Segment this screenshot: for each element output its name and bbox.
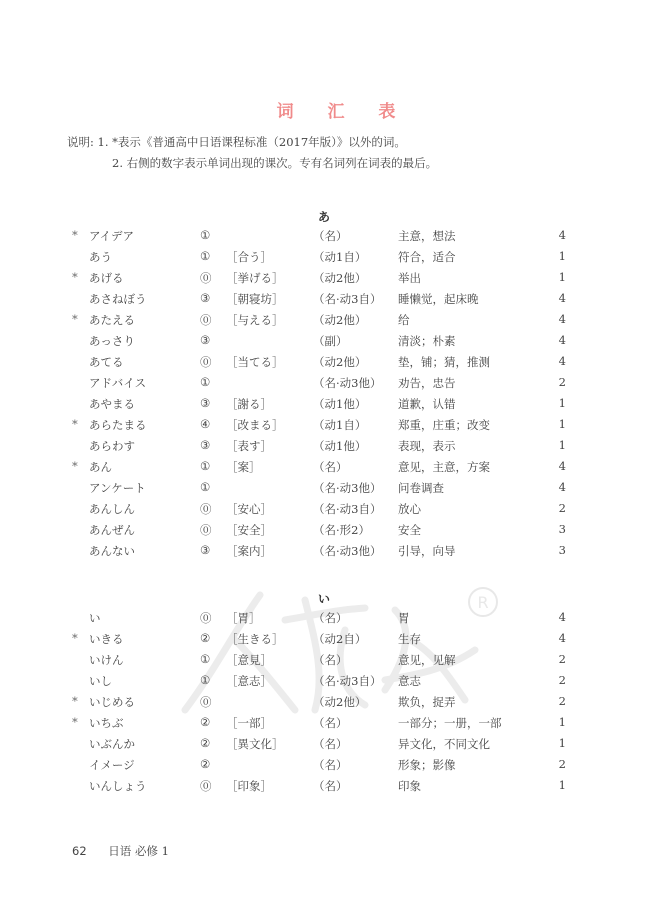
meaning: 郑重，庄重；改变 xyxy=(398,418,490,432)
lesson-number: 1 xyxy=(558,417,566,431)
part-of-speech: （动1自） xyxy=(313,418,367,432)
part-of-speech: （动2他） xyxy=(313,313,367,327)
star-marker: * xyxy=(72,312,78,326)
word-reading: あらたまる xyxy=(89,418,147,432)
vocab-row xyxy=(0,435,658,456)
part-of-speech: （名·动3他） xyxy=(313,376,382,390)
meaning: 引导，向导 xyxy=(398,544,456,558)
lesson-number: 2 xyxy=(558,757,566,771)
part-of-speech: （动2他） xyxy=(313,695,367,709)
page-footer xyxy=(72,843,169,859)
vocab-row xyxy=(0,607,658,628)
star-marker: * xyxy=(72,459,78,473)
word-reading: あやまる xyxy=(89,397,135,411)
word-reading: あんぜん xyxy=(89,523,135,537)
part-of-speech: （动1自） xyxy=(313,250,367,264)
vocab-row xyxy=(0,498,658,519)
lesson-number: 4 xyxy=(558,610,566,624)
notes xyxy=(67,132,437,174)
kanji-form: ［与える］ xyxy=(226,313,284,327)
meaning: 印象 xyxy=(398,779,421,793)
part-of-speech: （名·动3他） xyxy=(313,481,382,495)
lesson-number: 2 xyxy=(558,652,566,666)
vocab-row xyxy=(0,225,658,246)
part-of-speech: （名·动3自） xyxy=(313,674,382,688)
part-of-speech: （动2他） xyxy=(313,271,367,285)
vocab-row xyxy=(0,309,658,330)
lesson-number: 4 xyxy=(558,459,566,473)
accent-mark: ① xyxy=(200,459,211,473)
accent-mark: ① xyxy=(200,249,211,263)
vocab-row xyxy=(0,288,658,309)
meaning: 道歉，认错 xyxy=(398,397,456,411)
part-of-speech: （副） xyxy=(313,334,348,348)
kanji-form: ［挙げる］ xyxy=(226,271,284,285)
vocab-row xyxy=(0,456,658,477)
vocab-list-a xyxy=(0,225,658,561)
meaning: 举出 xyxy=(398,271,421,285)
lesson-number: 2 xyxy=(558,673,566,687)
lesson-number: 4 xyxy=(558,291,566,305)
kanji-form: ［意見］ xyxy=(226,653,272,667)
accent-mark: ⓪ xyxy=(200,313,212,327)
word-reading: いんしょう xyxy=(89,779,147,793)
word-reading: アドバイス xyxy=(89,376,147,390)
word-reading: いけん xyxy=(89,653,124,667)
word-reading: あんしん xyxy=(89,502,135,516)
kanji-form: ［改まる］ xyxy=(226,418,284,432)
accent-mark: ① xyxy=(200,652,211,666)
part-of-speech: （名·动3自） xyxy=(313,292,382,306)
word-reading: あん xyxy=(89,460,112,474)
kanji-form: ［安心］ xyxy=(226,502,272,516)
accent-mark: ② xyxy=(200,715,211,729)
kanji-form: ［意志］ xyxy=(226,674,272,688)
accent-mark: ① xyxy=(200,375,211,389)
part-of-speech: （动2他） xyxy=(313,355,367,369)
star-marker: * xyxy=(72,228,78,242)
meaning: 形象；影像 xyxy=(398,758,456,772)
kanji-form: ［当てる］ xyxy=(226,355,284,369)
kanji-form: ［表す］ xyxy=(226,439,272,453)
accent-mark: ④ xyxy=(200,417,211,431)
book-title: 日语 必修 1 xyxy=(108,844,169,858)
accent-mark: ① xyxy=(200,673,211,687)
word-reading: あさねぼう xyxy=(89,292,147,306)
kanji-form: ［朝寝坊］ xyxy=(226,292,284,306)
vocab-row xyxy=(0,754,658,775)
vocab-row xyxy=(0,477,658,498)
vocab-row xyxy=(0,330,658,351)
section-heading-i: い xyxy=(318,592,331,606)
kanji-form: ［胃］ xyxy=(226,611,261,625)
kanji-form: ［案内］ xyxy=(226,544,272,558)
accent-mark: ③ xyxy=(200,291,211,305)
meaning: 意见，见解 xyxy=(398,653,456,667)
word-reading: あらわす xyxy=(89,439,135,453)
lesson-number: 4 xyxy=(558,480,566,494)
vocab-row xyxy=(0,649,658,670)
part-of-speech: （名） xyxy=(313,737,348,751)
accent-mark: ① xyxy=(200,228,211,242)
kanji-form: ［安全］ xyxy=(226,523,272,537)
accent-mark: ⓪ xyxy=(200,611,212,625)
accent-mark: ③ xyxy=(200,396,211,410)
lesson-number: 2 xyxy=(558,375,566,389)
lesson-number: 2 xyxy=(558,694,566,708)
part-of-speech: （动1他） xyxy=(313,397,367,411)
word-reading: あてる xyxy=(89,355,124,369)
word-reading: いちぶ xyxy=(89,716,124,730)
accent-mark: ⓪ xyxy=(200,779,212,793)
word-reading: あたえる xyxy=(89,313,135,327)
part-of-speech: （名） xyxy=(313,716,348,730)
lesson-number: 4 xyxy=(558,228,566,242)
lesson-number: 4 xyxy=(558,354,566,368)
meaning: 放心 xyxy=(398,502,421,516)
part-of-speech: （名） xyxy=(313,653,348,667)
word-reading: あっさり xyxy=(89,334,135,348)
accent-mark: ⓪ xyxy=(200,502,212,516)
accent-mark: ⓪ xyxy=(200,523,212,537)
meaning: 符合，适合 xyxy=(398,250,456,264)
kanji-form: ［印象］ xyxy=(226,779,272,793)
meaning: 给 xyxy=(398,313,410,327)
meaning: 垫，铺；猜，推测 xyxy=(398,355,490,369)
lesson-number: 1 xyxy=(558,736,566,750)
meaning: 生存 xyxy=(398,632,421,646)
lesson-number: 3 xyxy=(558,522,566,536)
kanji-form: ［異文化］ xyxy=(226,737,284,751)
lesson-number: 1 xyxy=(558,270,566,284)
svg-text:R: R xyxy=(477,593,489,612)
kanji-form: ［謝る］ xyxy=(226,397,272,411)
vocab-list-i xyxy=(0,607,658,796)
note-line-2: 2. 右侧的数字表示单词出现的课次。专有名词列在词表的最后。 xyxy=(112,156,438,170)
vocab-row xyxy=(0,775,658,796)
accent-mark: ① xyxy=(200,480,211,494)
vocab-row xyxy=(0,414,658,435)
meaning: 意志 xyxy=(398,674,421,688)
accent-mark: ② xyxy=(200,736,211,750)
vocab-row xyxy=(0,691,658,712)
accent-mark: ③ xyxy=(200,438,211,452)
meaning: 意见，主意，方案 xyxy=(398,460,490,474)
star-marker: * xyxy=(72,715,78,729)
star-marker: * xyxy=(72,694,78,708)
meaning: 清淡；朴素 xyxy=(398,334,456,348)
accent-mark: ③ xyxy=(200,333,211,347)
meaning: 主意，想法 xyxy=(398,229,456,243)
vocab-row xyxy=(0,351,658,372)
lesson-number: 1 xyxy=(558,396,566,410)
word-reading: いきる xyxy=(89,632,124,646)
vocab-row xyxy=(0,519,658,540)
vocab-row xyxy=(0,540,658,561)
page-title: 词 汇 表 xyxy=(276,102,410,122)
lesson-number: 2 xyxy=(558,501,566,515)
meaning: 安全 xyxy=(398,523,421,537)
lesson-number: 4 xyxy=(558,631,566,645)
star-marker: * xyxy=(72,417,78,431)
vocab-row xyxy=(0,372,658,393)
vocab-row xyxy=(0,393,658,414)
part-of-speech: （名·动3自） xyxy=(313,502,382,516)
part-of-speech: （动2自） xyxy=(313,632,367,646)
accent-mark: ② xyxy=(200,631,211,645)
word-reading: い xyxy=(89,611,101,625)
accent-mark: ③ xyxy=(200,543,211,557)
meaning: 欺负，捉弄 xyxy=(398,695,456,709)
vocab-row xyxy=(0,267,658,288)
part-of-speech: （名） xyxy=(313,229,348,243)
meaning: 异文化，不同文化 xyxy=(398,737,490,751)
lesson-number: 3 xyxy=(558,543,566,557)
word-reading: いじめる xyxy=(89,695,135,709)
part-of-speech: （名） xyxy=(313,611,348,625)
meaning: 一部分；一册，一部 xyxy=(398,716,502,730)
lesson-number: 4 xyxy=(558,333,566,347)
lesson-number: 1 xyxy=(558,249,566,263)
lesson-number: 1 xyxy=(558,778,566,792)
star-marker: * xyxy=(72,270,78,284)
meaning: 胃 xyxy=(398,611,410,625)
part-of-speech: （名） xyxy=(313,460,348,474)
accent-mark: ② xyxy=(200,757,211,771)
lesson-number: 1 xyxy=(558,715,566,729)
vocab-row xyxy=(0,246,658,267)
kanji-form: ［案］ xyxy=(226,460,261,474)
meaning: 睡懒觉，起床晚 xyxy=(398,292,479,306)
meaning: 问卷调查 xyxy=(398,481,444,495)
meaning: 劝告，忠告 xyxy=(398,376,456,390)
word-reading: いし xyxy=(89,674,112,688)
part-of-speech: （名） xyxy=(313,779,348,793)
lesson-number: 1 xyxy=(558,438,566,452)
section-heading-a: あ xyxy=(318,210,331,224)
word-reading: あげる xyxy=(89,271,124,285)
accent-mark: ⓪ xyxy=(200,271,212,285)
accent-mark: ⓪ xyxy=(200,695,212,709)
word-reading: あんない xyxy=(89,544,135,558)
part-of-speech: （名） xyxy=(313,758,348,772)
star-marker: * xyxy=(72,631,78,645)
kanji-form: ［合う］ xyxy=(226,250,272,264)
vocab-row xyxy=(0,733,658,754)
word-reading: アンケート xyxy=(89,481,146,495)
lesson-number: 4 xyxy=(558,312,566,326)
vocab-row xyxy=(0,628,658,649)
part-of-speech: （名·形2） xyxy=(313,523,370,537)
word-reading: アイデア xyxy=(89,229,134,243)
vocab-row xyxy=(0,712,658,733)
meaning: 表现，表示 xyxy=(398,439,456,453)
part-of-speech: （名·动3他） xyxy=(313,544,382,558)
kanji-form: ［一部］ xyxy=(226,716,272,730)
word-reading: あう xyxy=(89,250,112,264)
kanji-form: ［生きる］ xyxy=(226,632,284,646)
accent-mark: ⓪ xyxy=(200,355,212,369)
note-line-1: 说明: 1. *表示《普通高中日语课程标准（2017年版）》以外的词。 xyxy=(67,135,406,149)
page-number: 62 xyxy=(72,844,87,858)
word-reading: いぶんか xyxy=(89,737,135,751)
vocab-row xyxy=(0,670,658,691)
part-of-speech: （动1他） xyxy=(313,439,367,453)
word-reading: イメージ xyxy=(89,758,135,772)
